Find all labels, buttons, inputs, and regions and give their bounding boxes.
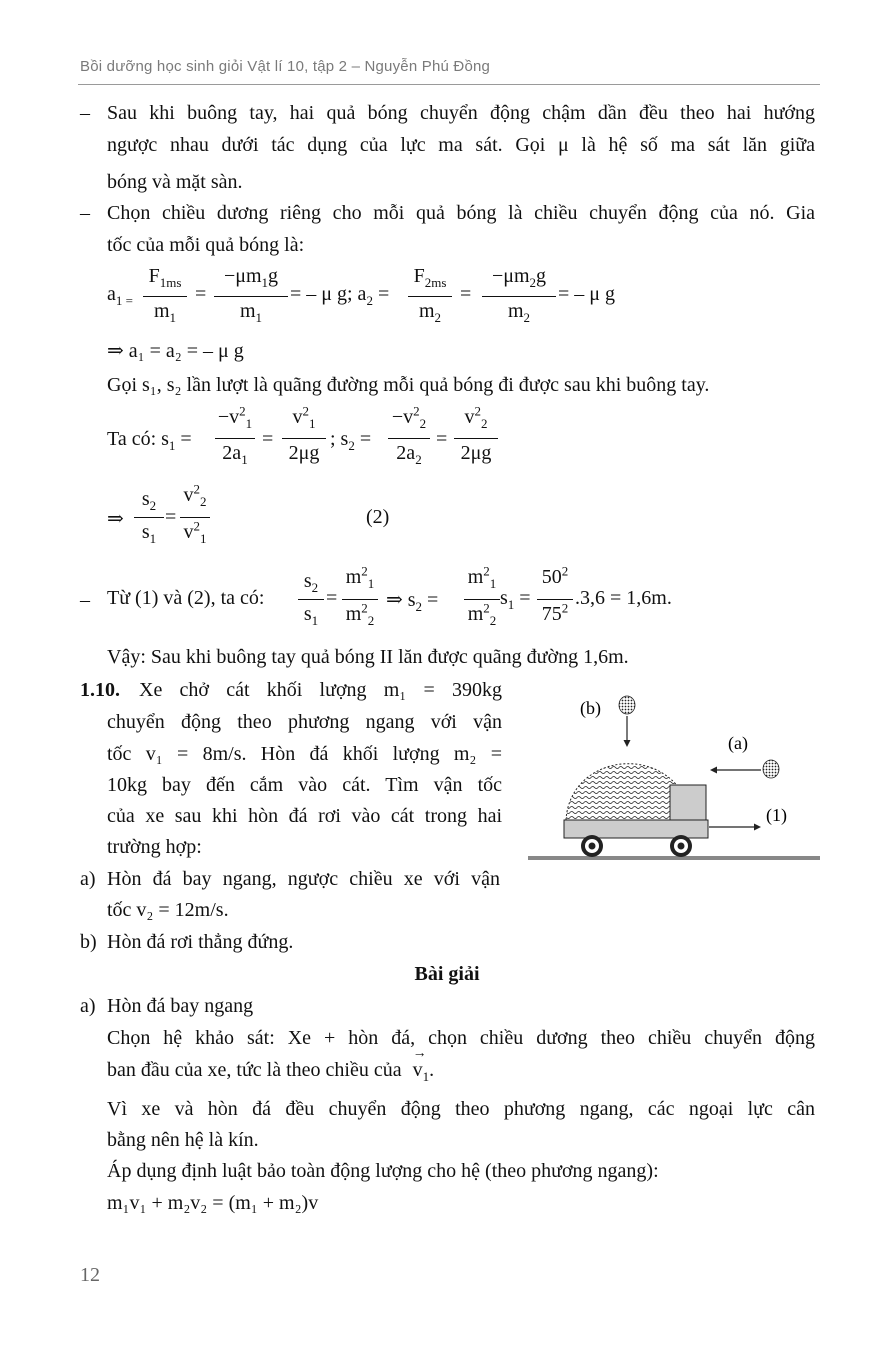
problem-line5: của xe sau khi hòn đá rơi vào cát trong hai <box>107 805 502 827</box>
bullet-dash: – <box>80 102 90 124</box>
bullet-dash: – <box>80 589 90 611</box>
problem-line4: 10kg bay đến cắm vào cát. Tìm vận tốc <box>107 774 502 796</box>
solution-title: Bài giải <box>414 963 480 985</box>
problem-line6: trường hợp: <box>107 836 202 858</box>
arrow-velocity-cart <box>709 824 761 831</box>
para2-line1: Chọn chiều dương riêng cho mỗi quả bóng là chiều chuyển động của nó. Gia <box>107 202 815 224</box>
problem-line2: chuyển động theo phương ngang với vận <box>107 711 502 733</box>
solution-line6: m₁v₁ + m₂v₂ = (m₁ + m₂)v <box>107 1192 319 1214</box>
wheel-right <box>670 835 692 857</box>
problem-a-line2: tốc v₂ = 12m/s. <box>107 899 229 921</box>
vector-arrow: → <box>412 1046 427 1061</box>
arrow-stone-b <box>624 716 631 747</box>
stone-b <box>619 696 635 714</box>
para3: Gọi s₁, s₂ lần lượt là quãng đường mỗi quả bóng đi được sau khi buông tay. <box>107 374 710 396</box>
problem-line1: Xe chở cát khối lượng m₁ = 390kg <box>139 679 502 701</box>
problem-a-label: a) <box>80 868 96 890</box>
label-1: (1) <box>766 805 787 825</box>
para2-line2: tốc của mỗi quả bóng là: <box>107 234 305 256</box>
cart-body <box>564 820 708 838</box>
running-header: Bồi dưỡng học sinh giỏi Vật lí 10, tập 2 – Nguyễn Phú Đồng <box>80 58 491 75</box>
cart-sand-figure <box>528 690 820 880</box>
para1-line2: ngược nhau dưới tác dụng của lực ma sát. Gọi μ là hệ số ma sát lăn giữa <box>107 134 815 156</box>
equation-a-equal: ⇒ a₁ = a₂ = – μ g <box>107 340 244 362</box>
label-b: (b) <box>580 698 601 718</box>
para1-line3: bóng và mặt sàn. <box>107 171 243 193</box>
solution-a-title: Hòn đá bay ngang <box>107 995 254 1017</box>
wheel-left <box>581 835 603 857</box>
solution-line1: Chọn hệ khảo sát: Xe + hòn đá, chọn chiều dương theo chiều chuyển động <box>107 1027 815 1049</box>
label-a: (a) <box>728 733 748 753</box>
stone-a <box>763 760 779 778</box>
problem-number: 1.10. <box>80 679 120 701</box>
para5-conclusion: Vậy: Sau khi buông tay quả bóng II lăn được quãng đường 1,6m. <box>107 646 629 668</box>
ground <box>528 856 820 860</box>
solution-line3: Vì xe và hòn đá đều chuyển động theo phương ngang, các ngoại lực cân <box>107 1098 815 1120</box>
solution-line2: ban đầu của xe, tức là theo chiều của → $v_1$. <box>107 1057 434 1083</box>
problem-b-label: b) <box>80 931 97 953</box>
bullet-dash: – <box>80 202 90 224</box>
solution-a-label: a) <box>80 995 96 1017</box>
problem-b-line1: Hòn đá rơi thẳng đứng. <box>107 931 294 953</box>
cart-cabin <box>670 785 706 821</box>
problem-line3: tốc v₁ = 8m/s. Hòn đá khối lượng m₂ = <box>107 743 502 765</box>
page-number: 12 <box>80 1264 100 1286</box>
solution-line5: Áp dụng định luật bảo toàn động lượng cho hệ (theo phương ngang): <box>107 1160 659 1182</box>
solution-line4: bằng nên hệ là kín. <box>107 1129 259 1151</box>
arrow-stone-a <box>710 767 761 774</box>
header-rule <box>78 84 820 85</box>
para1-line1: Sau khi buông tay, hai quả bóng chuyển động chậm dần đều theo hai hướng <box>107 102 815 124</box>
problem-a-line1: Hòn đá bay ngang, ngược chiều xe với vận <box>107 868 500 890</box>
